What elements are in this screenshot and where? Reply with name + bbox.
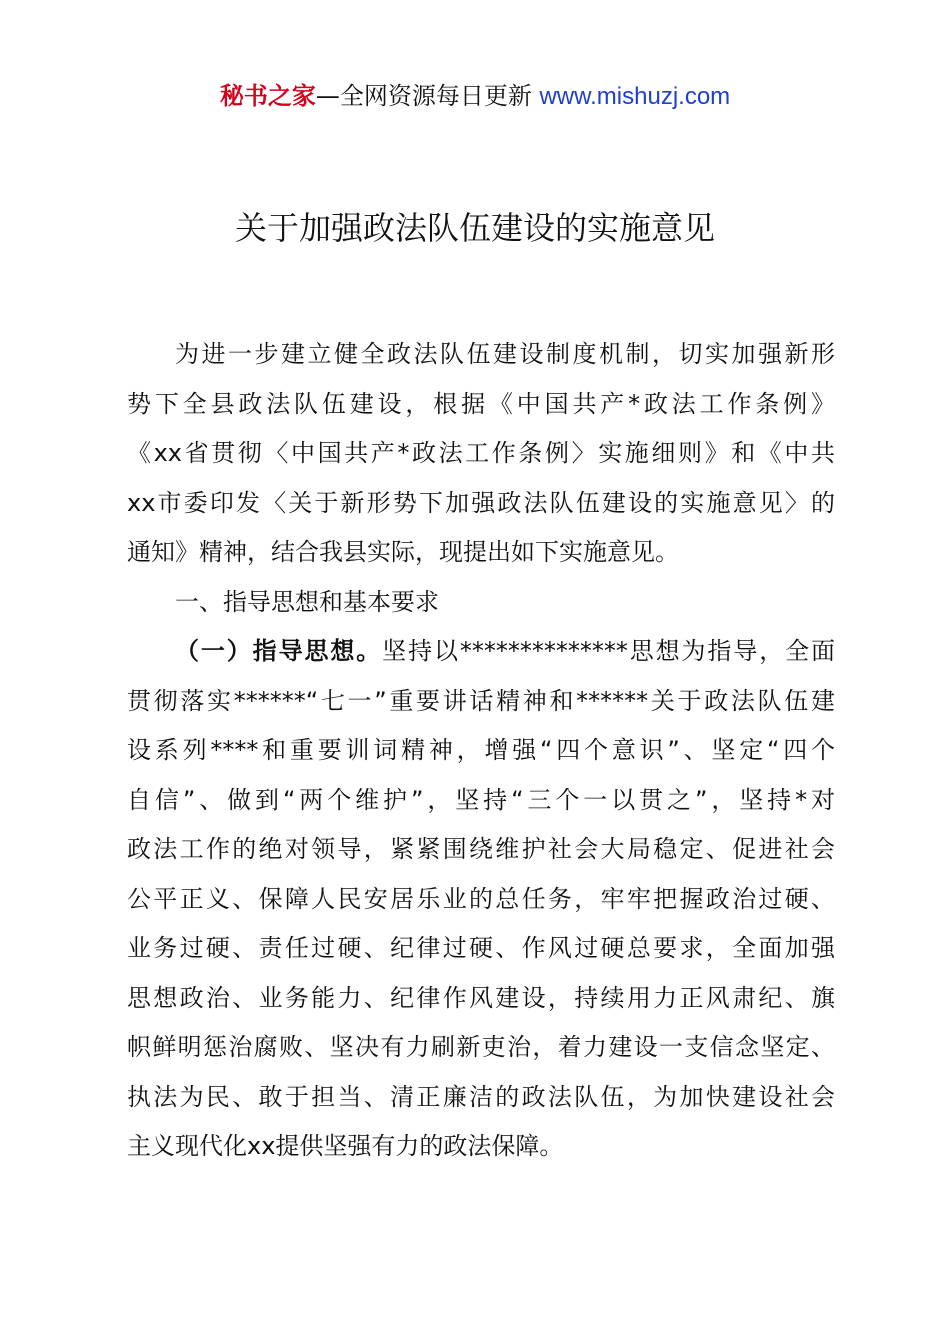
subsection-line: 设系列****和重要训词精神，增强“四个意识”、坚定“四个: [127, 736, 835, 764]
site-url-link[interactable]: www.mishuzj.com: [539, 83, 731, 110]
brand-name: 秘书之家: [219, 82, 316, 110]
intro-line: xx市委印发〈关于新形势下加强政法队伍建设的实施意见〉的: [127, 488, 835, 517]
intro-line: 通知》精神，结合我县实际，现提出如下实施意见。: [127, 538, 679, 566]
site-header: [0, 80, 950, 113]
section-heading: 一、指导思想和基本要求: [175, 587, 439, 616]
subsection-line: 主义现代化xx提供坚强有力的政法保障。: [127, 1132, 564, 1160]
subsection-line: 自信”、做到“两个维护”，坚持“三个一以贯之”，坚持*对: [127, 785, 835, 814]
subsection-line: 政法工作的绝对领导，紧紧围绕维护社会大局稳定、促进社会: [127, 835, 835, 863]
subsection-line: 思想政治、业务能力、纪律作风建设，持续用力正风肃纪、旗: [127, 983, 835, 1012]
subsection-line: 执法为民、敢于担当、清正廉洁的政法队伍，为加快建设社会: [127, 1082, 835, 1111]
intro-line: 势下全县政法队伍建设，根据《中国共产*政法工作条例》: [127, 389, 835, 418]
header-tagline: —全网资源每日更新: [315, 82, 532, 110]
subsection-first-line: [127, 627, 835, 677]
subsection-line: 贯彻落实******“七一”重要讲话精神和******关于政法队伍建: [127, 686, 835, 715]
intro-line: 为进一步建立健全政法队伍建设制度机制，切实加强新形: [175, 340, 835, 368]
subsection-line: 坚持以**************思想为指导，全面: [382, 637, 836, 665]
subsection-line: 帜鲜明惩治腐败、坚决有力刷新吏治，着力建设一支信念坚定、: [127, 1033, 835, 1061]
document-body: [127, 330, 835, 1172]
subsection-label: （一）指导思想。: [175, 637, 383, 665]
document-title: 关于加强政法队伍建设的实施意见: [234, 209, 715, 247]
subsection-line: 公平正义、保障人民安居乐业的总任务，牢牢把握政治过硬、: [127, 884, 835, 913]
intro-line: 《xx省贯彻〈中国共产*政法工作条例〉实施细则》和《中共: [127, 439, 835, 467]
subsection-line: 业务过硬、责任过硬、纪律过硬、作风过硬总要求，全面加强: [127, 934, 835, 962]
